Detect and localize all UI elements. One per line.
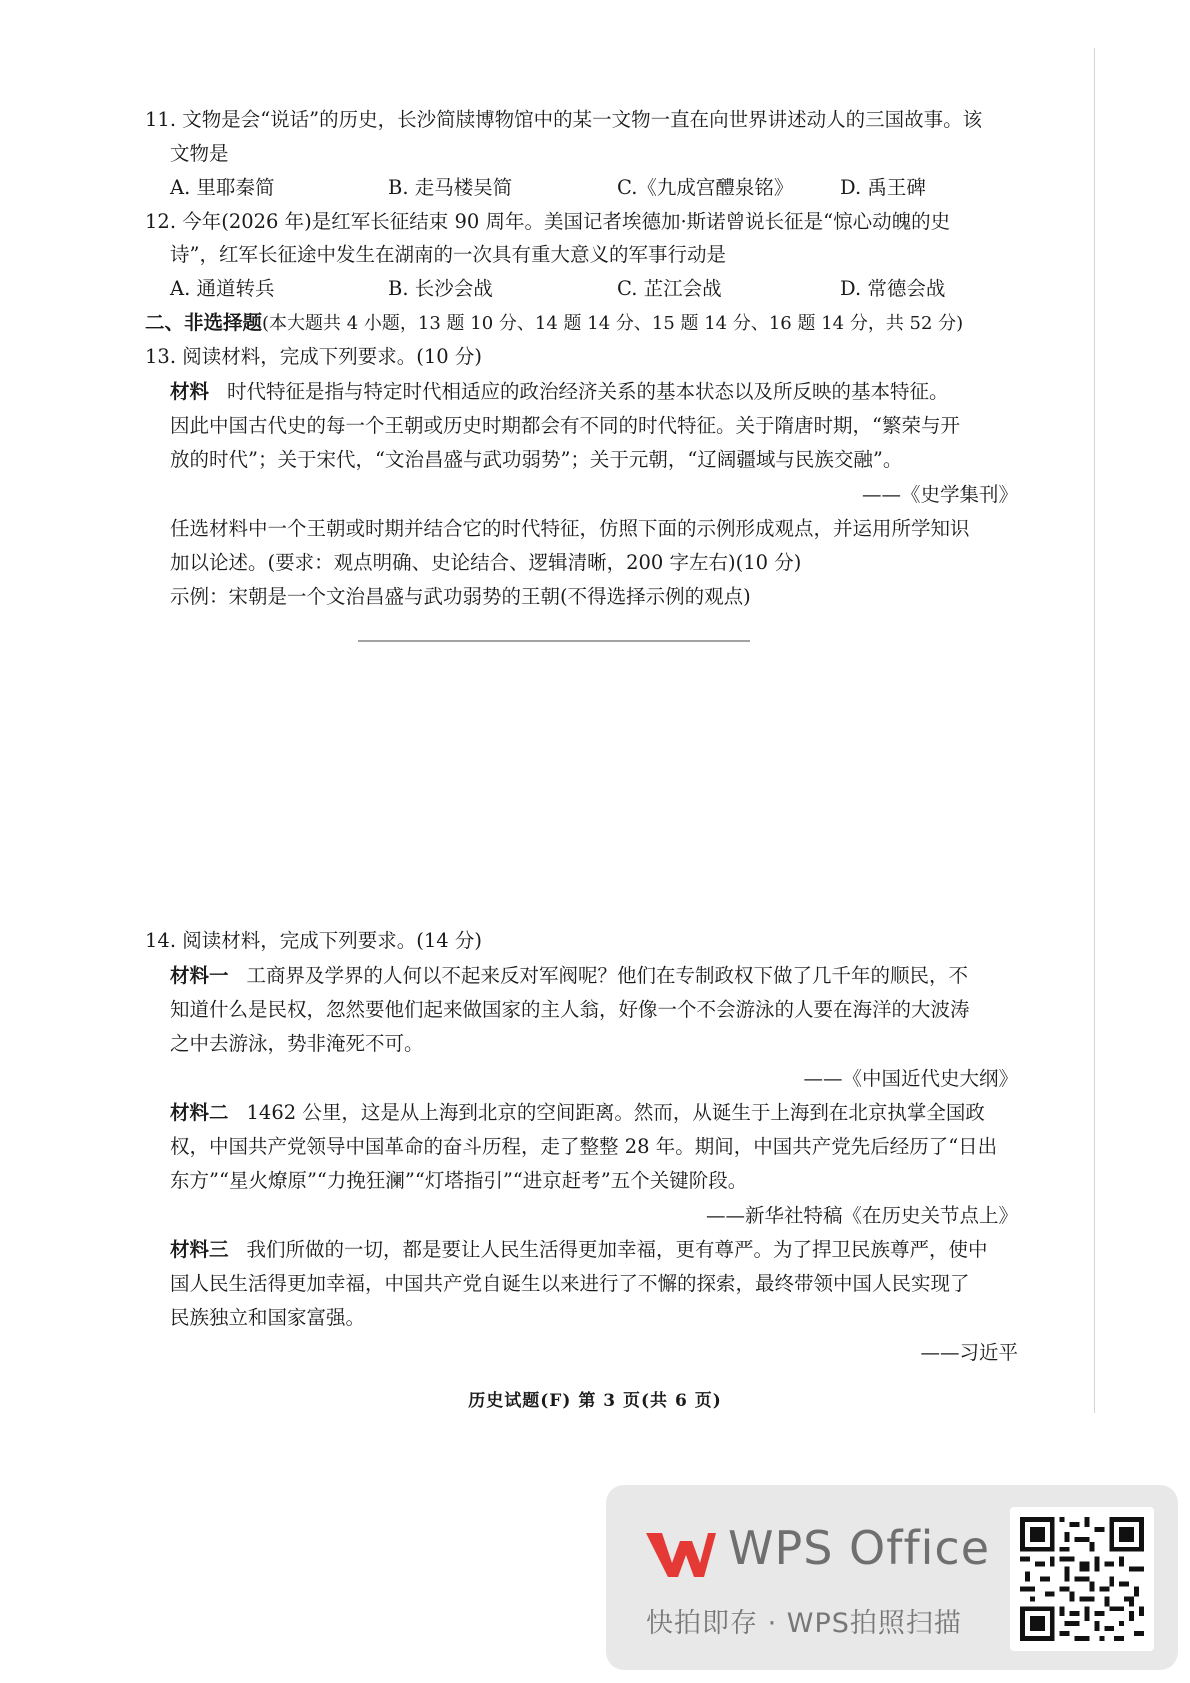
- q14-m3-line2: 国人民生活得更加幸福，中国共产党自诞生以来进行了不懈的探索，最终带领中国人民实现了: [170, 1272, 970, 1295]
- q13-material-line2: 因此中国古代史的每一个王朝或历史时期都会有不同的时代特征。关于隋唐时期，“繁荣与开: [170, 414, 960, 437]
- q14-m3-label: 材料三: [170, 1238, 229, 1261]
- q14-m2-label: 材料二: [170, 1101, 229, 1124]
- q14-m3-source: ——习近平: [920, 1341, 1018, 1364]
- q14-m3-line1: [170, 1237, 988, 1263]
- wps-logo-icon: [642, 1529, 718, 1581]
- q14-m1-line1: [170, 963, 968, 989]
- q11-option-c: C.《九成宫醴泉铭》: [617, 176, 794, 199]
- q14-title: 14. 阅读材料，完成下列要求。(14 分): [145, 929, 482, 952]
- q13-material-line1: [170, 379, 949, 405]
- q11-option-d: D. 禹王碑: [840, 176, 926, 199]
- q12-option-b: B. 长沙会战: [388, 277, 493, 300]
- q13-material-label: 材料: [170, 380, 210, 403]
- answer-area-divider: [358, 640, 750, 642]
- q12-option-c: C. 芷江会战: [617, 277, 722, 300]
- q14-m1-line2: 知道什么是民权，忽然要他们起来做国家的主人翁，好像一个不会游泳的人要在海洋的大波涛: [170, 998, 970, 1021]
- q11-option-a: A. 里耶秦简: [170, 176, 275, 199]
- section2-title: 二、非选择题: [145, 311, 263, 334]
- q14-m1-line3: 之中去游泳，势非淹死不可。: [170, 1032, 424, 1055]
- q12-option-d: D. 常德会战: [840, 277, 946, 300]
- q13-task-line1: 任选材料中一个王朝或时期并结合它的时代特征，仿照下面的示例形成观点，并运用所学知识: [170, 517, 970, 540]
- wps-brand-text: WPS Office: [728, 1521, 991, 1575]
- page-footer: 历史试题(F) 第 3 页(共 6 页): [468, 1391, 722, 1411]
- q12-stem-line2: 诗”，红军长征途中发生在湖南的一次具有重大意义的军事行动是: [170, 243, 726, 266]
- qr-code-icon: [1020, 1517, 1144, 1641]
- qr-code[interactable]: [1010, 1507, 1154, 1651]
- q14-m2-line3: 东方”“星火燎原”“力挽狂澜”“灯塔指引”“进京赶考”五个关键阶段。: [170, 1169, 748, 1192]
- q13-material-line3: 放的时代”；关于宋代，“文治昌盛与武功弱势”；关于元朝，“辽阔疆域与民族交融”。: [170, 448, 903, 471]
- wps-tagline: 快拍即存 · WPS拍照扫描: [646, 1608, 962, 1639]
- q11-stem-line2: 文物是: [170, 142, 229, 165]
- q14-m2-line2: 权，中国共产党领导中国革命的奋斗历程，走了整整 28 年。期间，中国共产党先后经历了“日出: [170, 1135, 998, 1158]
- q14-m1-label: 材料一: [170, 964, 229, 987]
- q14-m2-source: ——新华社特稿《在历史关节点上》: [705, 1204, 1018, 1227]
- q14-m2-text1: 1462 公里，这是从上海到北京的空间距离。然而，从诞生于上海到在北京执掌全国政: [246, 1101, 985, 1124]
- wps-watermark-card[interactable]: [606, 1485, 1178, 1670]
- q13-source: ——《史学集刊》: [861, 483, 1018, 506]
- q14-m3-text1: 我们所做的一切，都是要让人民生活得更加幸福，更有尊严。为了捍卫民族尊严，使中: [246, 1238, 988, 1261]
- q14-m3-line3: 民族独立和国家富强。: [170, 1306, 366, 1329]
- q14-m1-text1: 工商界及学界的人何以不起来反对军阀呢？他们在专制政权下做了几千年的顺民，不: [246, 964, 969, 987]
- q13-material-text1: 时代特征是指与特定时代相适应的政治经济关系的基本状态以及所反映的基本特征。: [227, 380, 949, 403]
- q12-option-a: A. 通道转兵: [170, 277, 275, 300]
- q13-title: 13. 阅读材料，完成下列要求。(10 分): [145, 345, 482, 368]
- q13-example: 示例：宋朝是一个文治昌盛与武功弱势的王朝(不得选择示例的观点): [170, 585, 751, 608]
- section2-heading: [145, 310, 963, 337]
- q13-task-line2: 加以论述。(要求：观点明确、史论结合、逻辑清晰，200 字左右)(10 分): [170, 551, 802, 574]
- q11-stem-line1: 11. 文物是会“说话”的历史，长沙简牍博物馆中的某一文物一直在向世界讲述动人的三国故事。该: [145, 108, 983, 131]
- q12-stem-line1: 12. 今年(2026 年)是红军长征结束 90 周年。美国记者埃德加·斯诺曾说长征是“惊心动魄的史: [145, 210, 951, 233]
- q11-option-b: B. 走马楼吴简: [388, 176, 513, 199]
- q14-m2-line1: [170, 1100, 985, 1126]
- q14-m1-source: ——《中国近代史大纲》: [803, 1067, 1018, 1090]
- section2-detail: (本大题共 4 小题，13 题 10 分、14 题 14 分、15 题 14 分、16 题 14 分，共 52 分): [262, 313, 964, 334]
- page-edge-rule: [1094, 48, 1095, 1413]
